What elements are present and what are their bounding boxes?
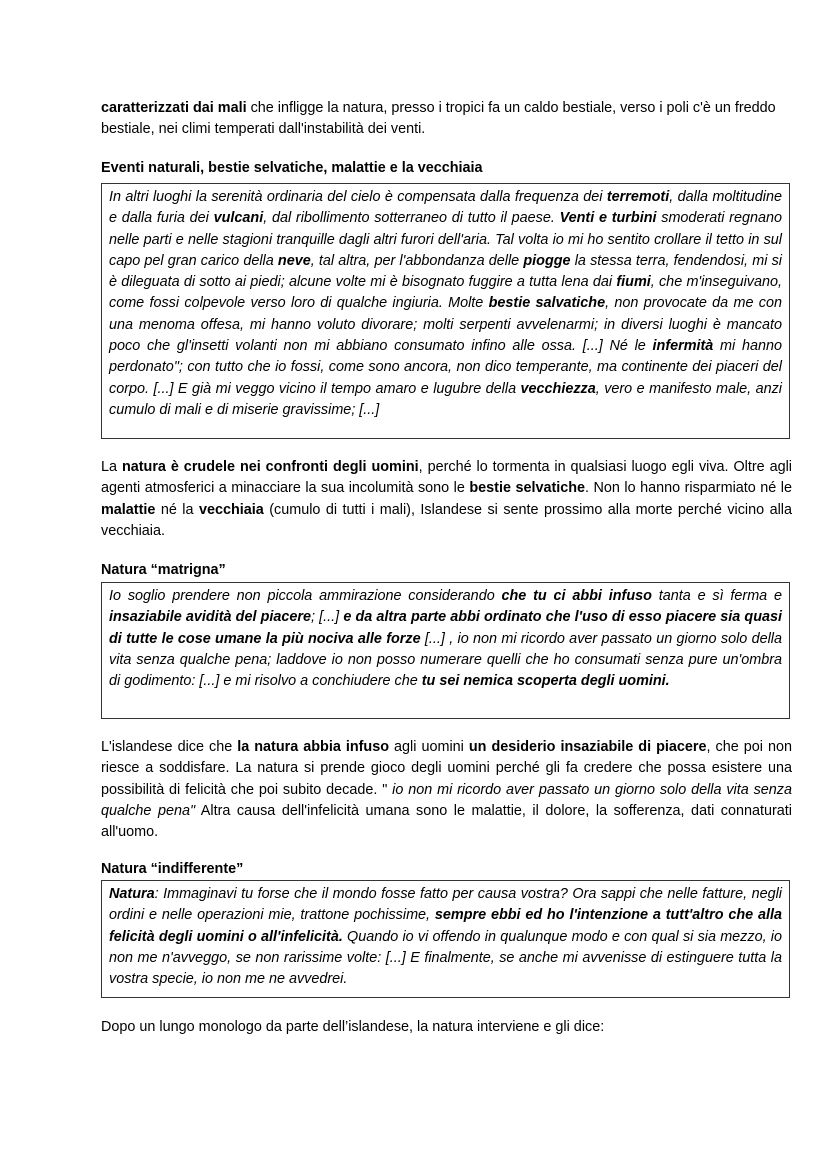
bold-text-segment: bestie selvatiche <box>469 480 586 497</box>
text-segment: , che m'inseguivano, come fossi colpevole verso loro di qualche ingiuria. Molte <box>109 274 782 312</box>
text-segment: Altra causa dell'infelicità umana sono le malattie, il dolore, la sofferenza, dati connaturati all'uomo. <box>101 802 792 841</box>
bold-text-segment: che tu ci abbi infuso <box>501 588 652 604</box>
bold-text-segment: neve <box>277 252 311 269</box>
bold-text-segment: vulcani <box>213 210 264 227</box>
text-segment: : Immaginavi tu forse che il mondo fosse fatto per causa vostra? Ora sappi che nelle fatture, negli ordini e nelle operazioni mie, trattone pochissime, <box>109 886 782 924</box>
text-segment: , dal ribollimento sotterraneo di tutto il paese. <box>263 210 560 227</box>
bold-text-segment: caratterizzati dai mali <box>101 100 247 116</box>
text-segment: , non provocate da me con una menoma offesa, mi hanno voluto divorare; molti serpenti avvelenarmi; in diversi luoghi è mancato poco che gl'insetti volanti non mi abbiano consumato infino alle ossa. [...] Né le <box>109 295 782 355</box>
text-segment: Io soglio prendere non piccola ammirazione considerando <box>109 588 502 604</box>
quote-box-natural-events <box>101 183 790 439</box>
bold-text-segment: sempre ebbi ed ho l'intenzione a tutt'altro che alla felicità degli uomini o all'infelicità. <box>109 907 782 945</box>
bold-text-segment: Natura <box>109 886 155 902</box>
comment-paragraph-desire <box>101 737 792 843</box>
bold-text-segment: fiumi <box>616 274 651 291</box>
text-segment: agli uomini <box>389 739 469 755</box>
bold-text-segment: bestie salvatiche <box>488 295 606 312</box>
text-segment: , perché lo tormenta in qualsiasi luogo egli viva. Oltre agli agenti atmosferici a minacciare la sua incolumità sono le <box>101 459 792 497</box>
section-heading-indifferente: Natura “indifferente” <box>101 861 244 877</box>
text-segment: In altri luoghi la serenità ordinaria del cielo è compensata dalla frequenza dei <box>109 189 607 205</box>
text-segment: L'islandese dice che <box>101 739 238 755</box>
bold-text-segment: malattie <box>101 501 156 518</box>
bold-text-segment: insaziabile avidità del piacere <box>109 609 312 626</box>
comment-paragraph-cruel-nature <box>101 457 792 542</box>
bold-text-segment: vecchiezza <box>520 380 596 397</box>
intro-paragraph <box>101 98 792 141</box>
text-segment: , che poi non riesce a soddisfare. La natura si prende gioco degli uomini perché gli fa credere che possa esistere una possibilità di felicità che poi subito decade. " <box>101 739 792 798</box>
text-segment: io non mi ricordo aver passato un giorno solo della vita senza qualche pena" <box>101 781 792 819</box>
bold-text-segment: tu sei nemica scoperta degli uomini. <box>421 673 670 690</box>
text-segment: smoderati regnano nelle parti e nelle stagioni tranquille dagli altri furori dell'aria. Tal volta io mi ho sentito crollare il tetto in sul capo pel gran carico della <box>109 210 782 269</box>
text-segment: mi hanno perdonato"; con tutto che io fossi, come sono ancora, non dico temperante, ma continente dei piaceri del corpo. [...] E già mi veggo vicino il tempo amaro e lugubre della <box>109 338 782 397</box>
text-segment: La <box>101 459 122 475</box>
text-segment: [...] , io non mi ricordo aver passato un giorno solo della vita senza qualche pena; laddove io non posso numerare quelli che ho consumati senza pure un'ombra di godimento: [...] e mi risolvo a conchiudere che <box>109 630 782 690</box>
text-segment: che infligge la natura, presso i tropici fa un caldo bestiale, verso i poli c'è un freddo bestiale, nei climi temperati dall'instabilità dei venti. <box>101 100 776 138</box>
text-segment: (cumulo di tutti i mali), Islandese si sente prossimo alla morte perché vicino alla vecchiaia. <box>101 501 792 539</box>
bold-text-segment: la natura abbia infuso <box>237 739 390 755</box>
closing-paragraph: Dopo un lungo monologo da parte dell’islandese, la natura interviene e gli dice: <box>101 1019 605 1035</box>
bold-text-segment: e da altra parte abbi ordinato che l'uso di esso piacere sia quasi di tutte le cose umane la più nociva alle forze <box>109 609 782 647</box>
section-heading-matrigna: Natura “matrigna” <box>101 562 226 578</box>
quote-box-matrigna <box>101 582 790 719</box>
text-segment: Quando io vi offendo in qualunque modo e con qual si sia mezzo, io non me n'avveggo, se non rarissime volte: [...] E finalmente, se anche mi avvenisse di estinguere tutta la vostra specie, io non me ne avvedrei. <box>109 928 782 988</box>
text-segment: , tal altra, per l'abbondanza delle <box>310 252 524 269</box>
bold-text-segment: vecchiaia <box>198 501 264 518</box>
text-segment: ; [...] <box>311 609 344 626</box>
bold-text-segment: Venti e turbini <box>559 210 657 227</box>
bold-text-segment: terremoti <box>606 189 670 205</box>
text-segment: tanta e sì ferma e <box>651 588 783 604</box>
text-segment: , dalla moltitudine e dalla furia dei <box>109 189 783 227</box>
text-segment: . Non lo hanno risparmiato né le <box>585 480 792 497</box>
text-segment: né la <box>155 501 199 518</box>
text-segment: la stessa terra, fendendosi, mi si è dileguata di sotto ai piedi; alcune volte mi è bisognato fuggire a tutta lena dai <box>109 252 782 291</box>
bold-text-segment: un desiderio insaziabile di piacere <box>468 739 707 755</box>
section-heading-natural-events: Eventi naturali, bestie selvatiche, malattie e la vecchiaia <box>101 160 483 176</box>
quote-box-indifferente <box>101 880 790 998</box>
bold-text-segment: natura è crudele nei confronti degli uomini <box>121 459 419 475</box>
bold-text-segment: infermità <box>652 338 714 355</box>
text-segment: , vero e manifesto male, anzi cumulo di mali e di miserie gravissime; [...] <box>109 380 783 418</box>
bold-text-segment: piogge <box>523 252 571 269</box>
